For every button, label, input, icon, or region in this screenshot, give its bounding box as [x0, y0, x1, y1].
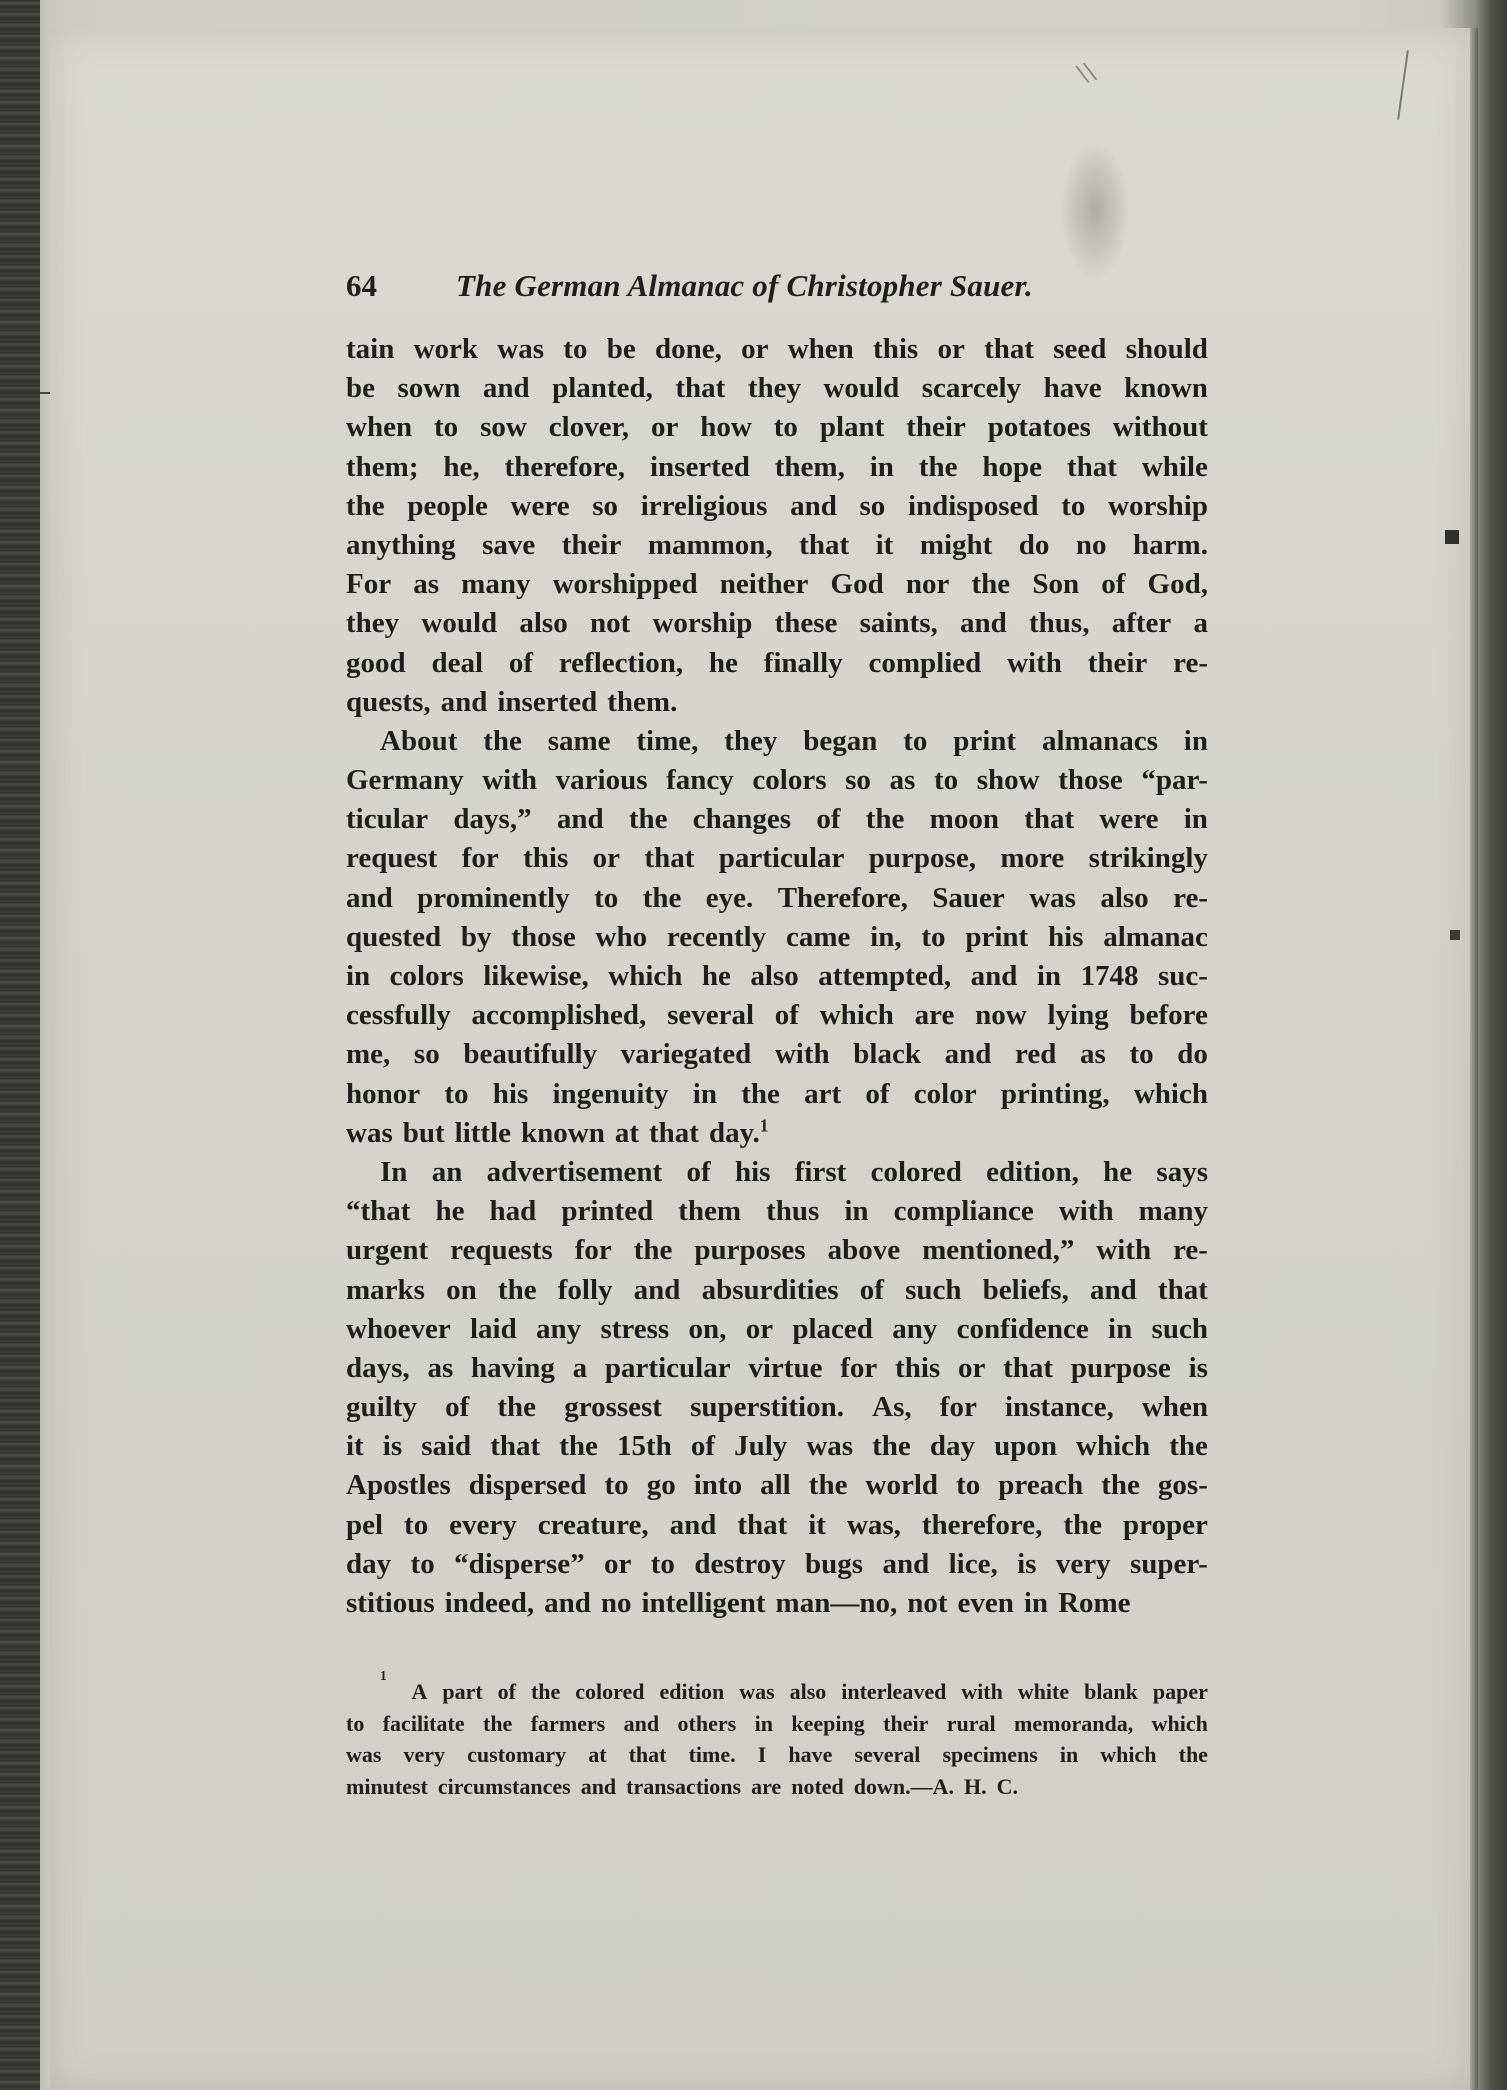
pencil-mark: \\ [1073, 56, 1099, 89]
body-line: the people were so irreligious and so indisposed to worship [346, 489, 1208, 522]
body-line: honor to his ingenuity in the art of color printing, which [346, 1077, 1208, 1110]
body-line: stitious indeed, and no intelligent man—no, not even in Rome [346, 1587, 1131, 1619]
body-line: in colors likewise, which he also attempted, and in 1748 suc- [346, 960, 1208, 992]
body-line: quested by those who recently came in, to print his almanac [346, 920, 1208, 953]
body-line: pel to every creature, and that it was, therefore, the proper [346, 1508, 1208, 1541]
running-title: The German Almanac of Christopher Sauer. [456, 268, 1034, 303]
body-line: “that he had printed them thus in compliance with many [346, 1195, 1208, 1228]
footnote [346, 1668, 1208, 1802]
book-binding-edge [0, 0, 40, 2090]
paragraph [346, 722, 1208, 1153]
body-line: be sown and planted, that they would scarcely have known [346, 372, 1208, 405]
body-line: marks on the folly and absurdities of such beliefs, and that [346, 1273, 1208, 1306]
body-line: them; he, therefore, inserted them, in the hope that while [346, 450, 1208, 483]
body-line: tain work was to be done, or when this or that seed should [346, 333, 1208, 365]
body-text [346, 330, 1208, 1623]
body-line: it is said that the 15th of July was the day upon which the [346, 1430, 1208, 1463]
body-line: ticular days,” and the changes of the moon that were in [346, 803, 1208, 836]
body-line: whoever laid any stress on, or placed any confidence in such [346, 1312, 1208, 1345]
body-line: About the same time, they began to print almanacs in [380, 724, 1208, 757]
body-line: when to sow clover, or how to plant their potatoes without [346, 411, 1208, 444]
paragraph [346, 1153, 1208, 1623]
body-line: they would also not worship these saints, and thus, after a [346, 607, 1208, 640]
page-edge-notch [1445, 530, 1459, 544]
body-line: day to “disperse” or to destroy bugs and lice, is very super- [346, 1547, 1208, 1580]
body-line: quests, and inserted them. [346, 685, 678, 718]
body-line: good deal of reflection, he finally complied with their re- [346, 646, 1208, 679]
running-header [346, 268, 1208, 312]
paragraph [346, 330, 1208, 722]
ink-smudge [1060, 140, 1130, 280]
footnote-line: 1 A part of the colored edition was also interleaved with white blank paper [346, 1676, 1208, 1708]
body-line: days, as having a particular virtue for this or that purpose is [346, 1351, 1208, 1384]
body-line: anything save their mammon, that it might do no harm. [346, 528, 1208, 561]
body-line: was but little known at that day.$^1$ [346, 1115, 769, 1149]
footnote-line: was very customary at that time. I have several specimens in which the [346, 1742, 1208, 1767]
footnote-reference: 1 [759, 1115, 769, 1136]
body-line: Germany with various fancy colors so as to show those “par- [346, 764, 1208, 797]
page-right-edge [1470, 28, 1478, 2090]
body-line: request for this or that particular purpose, more strikingly [346, 842, 1208, 875]
footnote-marker: 1 [380, 1668, 387, 1683]
footnote-line: minutest circumstances and transactions are noted down.—A. H. C. [346, 1773, 1019, 1799]
footnote-line: to facilitate the farmers and others in keeping their rural memoranda, which [346, 1710, 1208, 1736]
body-line: For as many worshipped neither God nor the Son of God, [346, 568, 1208, 601]
page-edge-notch [1450, 930, 1460, 940]
body-line: guilty of the grossest superstition. As, for instance, when [346, 1391, 1208, 1424]
body-line: urgent requests for the purposes above mentioned,” with re- [346, 1234, 1208, 1267]
body-line: and prominently to the eye. Therefore, Sauer was also re- [346, 881, 1208, 914]
body-line: Apostles dispersed to go into all the world to preach the gos- [346, 1469, 1208, 1502]
body-line: In an advertisement of his first colored edition, he says [380, 1155, 1208, 1188]
body-line: cessfully accomplished, several of which are now lying before [346, 999, 1208, 1032]
page-number: 64 [346, 268, 377, 303]
body-line: me, so beautifully variegated with black and red as to do [346, 1038, 1208, 1071]
